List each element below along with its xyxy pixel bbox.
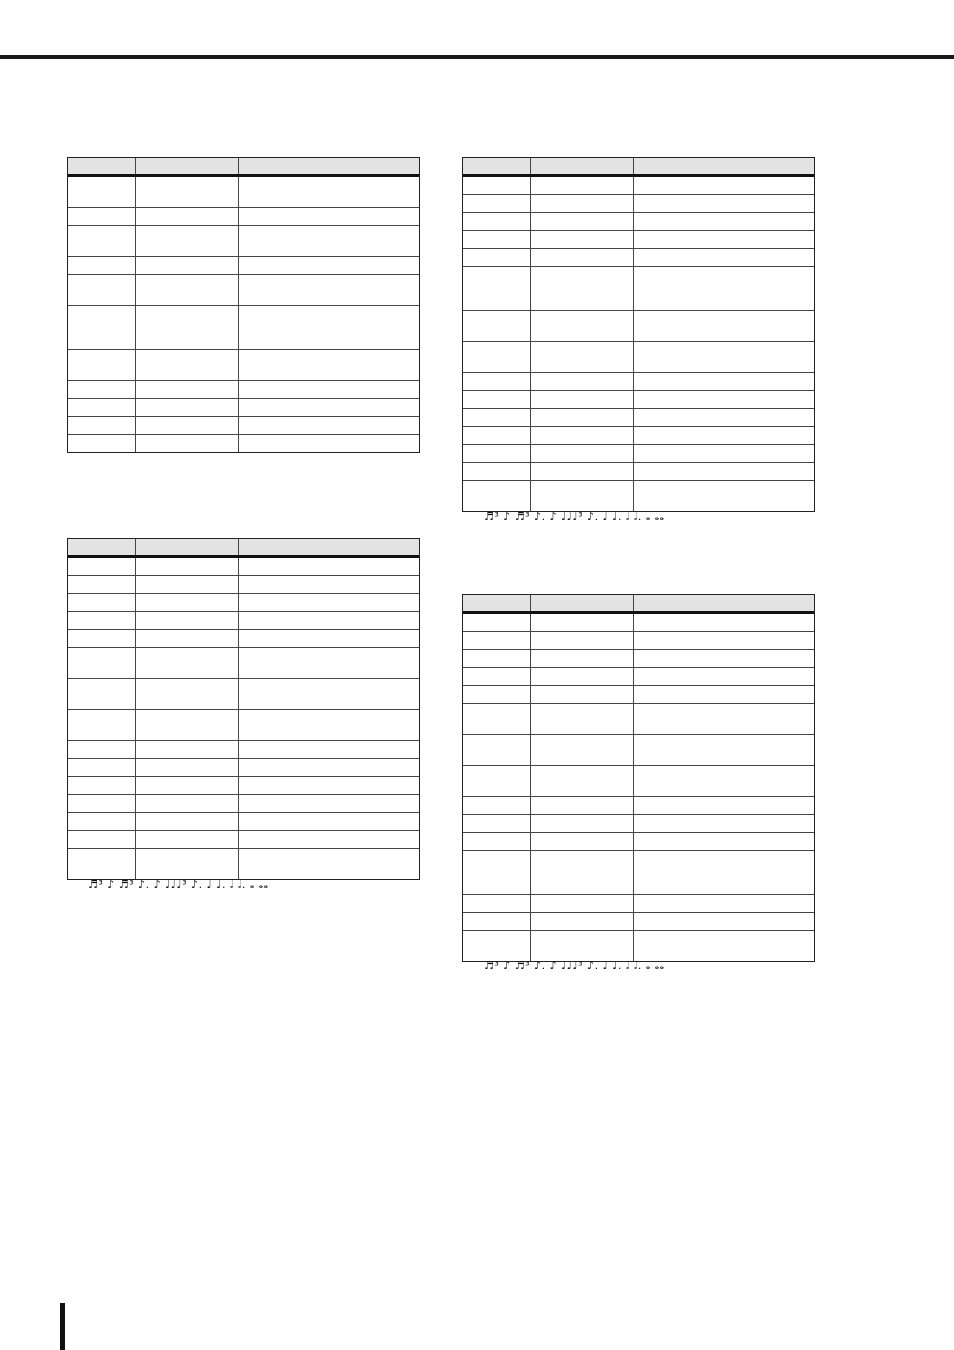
table-cell (634, 895, 814, 912)
table-row (463, 766, 814, 797)
table-row (68, 594, 419, 612)
table-cell (531, 632, 634, 649)
table-cell (68, 741, 136, 758)
table-row (463, 249, 814, 267)
table-cell (239, 226, 419, 256)
table-cell (531, 195, 634, 212)
table-cell (136, 630, 239, 647)
table-cell (531, 650, 634, 667)
header-cell (531, 595, 634, 611)
table-cell (136, 275, 239, 305)
table-cell (68, 594, 136, 611)
table-cell (136, 177, 239, 207)
table-cell (463, 463, 531, 480)
table-cell (634, 931, 814, 961)
parameter-table-bottom-left (67, 538, 420, 880)
table-cell (634, 213, 814, 230)
table-cell (136, 350, 239, 380)
table-cell (68, 710, 136, 740)
table-cell (136, 558, 239, 575)
table-cell (463, 833, 531, 850)
table-cell (136, 710, 239, 740)
table-row (68, 381, 419, 399)
table-cell (463, 895, 531, 912)
table-cell (136, 648, 239, 678)
table-cell (136, 417, 239, 434)
table-row (463, 427, 814, 445)
table-cell (531, 231, 634, 248)
table-cell (634, 177, 814, 194)
table-row (463, 177, 814, 195)
table-cell (634, 373, 814, 390)
table-cell (531, 913, 634, 930)
header-cell (634, 158, 814, 174)
table-cell (531, 463, 634, 480)
table-cell (136, 759, 239, 776)
table-row (463, 931, 814, 961)
header-cell (463, 595, 531, 611)
table-cell (463, 931, 531, 961)
table-cell (239, 208, 419, 225)
table-row (68, 257, 419, 275)
table-cell (239, 306, 419, 349)
table-cell (68, 612, 136, 629)
table-row (68, 849, 419, 879)
table-row (68, 177, 419, 208)
table-row (68, 741, 419, 759)
table-header (68, 158, 419, 177)
table-header (463, 595, 814, 614)
table-cell (239, 381, 419, 398)
table-row (463, 895, 814, 913)
table-cell (239, 831, 419, 848)
table-cell (463, 342, 531, 372)
table-cell (531, 311, 634, 341)
table-cell (634, 735, 814, 765)
table-cell (463, 267, 531, 310)
table-row (463, 267, 814, 311)
table-cell (463, 766, 531, 796)
table-cell (239, 813, 419, 830)
table-cell (136, 849, 239, 879)
table-cell (239, 648, 419, 678)
table-row (463, 833, 814, 851)
table-cell (531, 797, 634, 814)
table-cell (634, 668, 814, 685)
table-cell (68, 831, 136, 848)
table-cell (634, 833, 814, 850)
table-cell (463, 177, 531, 194)
table-cell (463, 632, 531, 649)
table-row (68, 417, 419, 435)
header-cell (463, 158, 531, 174)
table-row (463, 231, 814, 249)
table-cell (463, 195, 531, 212)
table-cell (634, 445, 814, 462)
table-cell (68, 648, 136, 678)
table-header (463, 158, 814, 177)
table-cell (463, 686, 531, 703)
table-cell (68, 399, 136, 416)
table-cell (531, 249, 634, 266)
table-cell (531, 851, 634, 894)
table-row (463, 815, 814, 833)
table-cell (463, 704, 531, 734)
table-cell (531, 895, 634, 912)
header-rule (0, 55, 954, 59)
table-cell (463, 311, 531, 341)
table-cell (136, 399, 239, 416)
table-row (68, 558, 419, 576)
table-cell (239, 630, 419, 647)
table-cell (239, 741, 419, 758)
table-cell (531, 833, 634, 850)
table-cell (531, 704, 634, 734)
table-cell (68, 381, 136, 398)
table-cell (68, 576, 136, 593)
table-cell (634, 409, 814, 426)
table-cell (239, 710, 419, 740)
table-row (463, 311, 814, 342)
table-row (68, 648, 419, 679)
table-cell (239, 177, 419, 207)
table-cell (68, 558, 136, 575)
table-cell (136, 226, 239, 256)
table-cell (531, 267, 634, 310)
table-cell (634, 913, 814, 930)
table-cell (531, 427, 634, 444)
note-value-symbols-icon: ♬³ ♪ ♬³ ♪. ♪ ♩♩♩³ ♪. ♩ ♩. 𝅗𝅥 𝅗𝅥. 𝅝 𝅝𝅝 (484, 959, 665, 972)
table-cell (68, 417, 136, 434)
table-row (463, 342, 814, 373)
table-cell (239, 275, 419, 305)
table-cell (634, 267, 814, 310)
table-cell (531, 391, 634, 408)
table-cell (239, 777, 419, 794)
table-cell (634, 427, 814, 444)
table-cell (136, 831, 239, 848)
table-cell (463, 231, 531, 248)
table-cell (634, 614, 814, 631)
header-cell (136, 539, 239, 555)
table-cell (239, 612, 419, 629)
table-row (68, 679, 419, 710)
table-cell (463, 409, 531, 426)
table-row (68, 813, 419, 831)
table-row (463, 632, 814, 650)
table-row (463, 195, 814, 213)
table-cell (634, 704, 814, 734)
table-cell (634, 481, 814, 511)
table-row (463, 735, 814, 766)
table-row (463, 213, 814, 231)
table-cell (463, 213, 531, 230)
table-cell (136, 306, 239, 349)
table-cell (68, 177, 136, 207)
parameter-table-bottom-right (462, 594, 815, 962)
table-row (68, 710, 419, 741)
table-cell (634, 311, 814, 341)
table-cell (463, 445, 531, 462)
table-cell (463, 668, 531, 685)
table-row (68, 350, 419, 381)
table-cell (68, 350, 136, 380)
table-cell (136, 777, 239, 794)
table-cell (68, 679, 136, 709)
header-cell (634, 595, 814, 611)
header-cell (239, 158, 419, 174)
table-cell (68, 777, 136, 794)
table-cell (634, 342, 814, 372)
table-cell (463, 650, 531, 667)
table-row (68, 306, 419, 350)
table-row (463, 463, 814, 481)
table-row (68, 208, 419, 226)
table-cell (68, 257, 136, 274)
table-cell (463, 913, 531, 930)
table-cell (239, 795, 419, 812)
table-cell (136, 795, 239, 812)
table-cell (68, 275, 136, 305)
table-cell (68, 795, 136, 812)
parameter-table-top-right (462, 157, 815, 512)
table-row (463, 445, 814, 463)
table-cell (463, 373, 531, 390)
table-cell (463, 427, 531, 444)
table-cell (463, 797, 531, 814)
table-row (463, 650, 814, 668)
table-row (463, 373, 814, 391)
table-cell (463, 735, 531, 765)
table-cell (136, 381, 239, 398)
table-cell (531, 342, 634, 372)
table-cell (531, 213, 634, 230)
table-cell (239, 679, 419, 709)
table-cell (68, 813, 136, 830)
header-cell (239, 539, 419, 555)
table-row (68, 435, 419, 452)
table-cell (239, 399, 419, 416)
table-cell (463, 391, 531, 408)
table-cell (68, 849, 136, 879)
table-cell (531, 668, 634, 685)
table-cell (68, 630, 136, 647)
table-cell (463, 815, 531, 832)
table-cell (68, 226, 136, 256)
table-cell (463, 614, 531, 631)
table-cell (531, 686, 634, 703)
table-row (463, 409, 814, 427)
table-cell (634, 231, 814, 248)
table-cell (531, 481, 634, 511)
table-cell (463, 851, 531, 894)
table-cell (136, 576, 239, 593)
table-row (463, 668, 814, 686)
table-row (68, 831, 419, 849)
table-cell (239, 257, 419, 274)
table-cell (239, 849, 419, 879)
table-row (68, 275, 419, 306)
table-row (463, 704, 814, 735)
table-row (68, 777, 419, 795)
table-cell (68, 208, 136, 225)
table-cell (531, 614, 634, 631)
note-value-symbols-icon: ♬³ ♪ ♬³ ♪. ♪ ♩♩♩³ ♪. ♩ ♩. 𝅗𝅥 𝅗𝅥. 𝅝 𝅝𝅝 (88, 878, 269, 891)
table-cell (239, 350, 419, 380)
table-cell (634, 797, 814, 814)
table-row (463, 614, 814, 632)
table-row (68, 576, 419, 594)
parameter-table-top-left (67, 157, 420, 453)
table-cell (239, 576, 419, 593)
table-row (68, 399, 419, 417)
table-row (68, 795, 419, 813)
table-row (463, 686, 814, 704)
table-row (68, 612, 419, 630)
table-cell (239, 759, 419, 776)
header-cell (68, 158, 136, 174)
table-row (463, 391, 814, 409)
header-cell (68, 539, 136, 555)
table-cell (239, 435, 419, 452)
table-cell (239, 558, 419, 575)
table-cell (136, 208, 239, 225)
table-cell (531, 931, 634, 961)
table-cell (531, 177, 634, 194)
table-cell (634, 686, 814, 703)
table-cell (136, 741, 239, 758)
table-cell (531, 409, 634, 426)
table-cell (634, 766, 814, 796)
table-cell (136, 435, 239, 452)
table-row (463, 851, 814, 895)
table-cell (68, 435, 136, 452)
table-cell (634, 391, 814, 408)
page-footer-bar (60, 1303, 65, 1350)
table-header (68, 539, 419, 558)
header-cell (136, 158, 239, 174)
table-cell (634, 851, 814, 894)
table-cell (531, 766, 634, 796)
table-cell (239, 417, 419, 434)
table-cell (68, 759, 136, 776)
table-row (68, 226, 419, 257)
table-cell (531, 373, 634, 390)
table-cell (136, 612, 239, 629)
table-cell (136, 813, 239, 830)
table-cell (68, 306, 136, 349)
table-row (463, 481, 814, 511)
table-cell (634, 815, 814, 832)
table-cell (463, 249, 531, 266)
table-cell (634, 632, 814, 649)
table-row (68, 759, 419, 777)
table-cell (531, 445, 634, 462)
table-cell (634, 249, 814, 266)
table-cell (634, 463, 814, 480)
table-row (463, 913, 814, 931)
table-cell (634, 195, 814, 212)
table-cell (463, 481, 531, 511)
table-cell (136, 257, 239, 274)
table-cell (136, 679, 239, 709)
header-cell (531, 158, 634, 174)
table-cell (634, 650, 814, 667)
note-value-symbols-icon: ♬³ ♪ ♬³ ♪. ♪ ♩♩♩³ ♪. ♩ ♩. 𝅗𝅥 𝅗𝅥. 𝅝 𝅝𝅝 (484, 510, 665, 523)
table-row (68, 630, 419, 648)
table-cell (239, 594, 419, 611)
table-cell (531, 815, 634, 832)
table-cell (136, 594, 239, 611)
table-cell (531, 735, 634, 765)
table-row (463, 797, 814, 815)
